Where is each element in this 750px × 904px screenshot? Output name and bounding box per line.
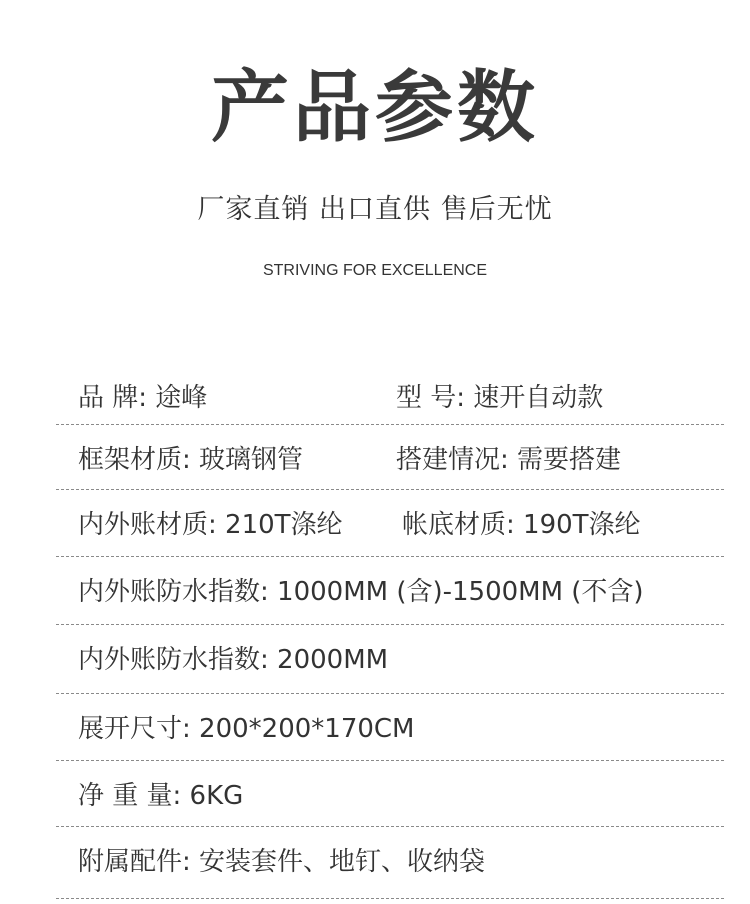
param-row-weight [56, 761, 724, 827]
param-frame-material: 框架材质: 玻璃钢管 [78, 445, 304, 475]
param-unfolded-size: 展开尺寸: 200*200*170CM [78, 714, 415, 744]
product-params-table [56, 360, 724, 899]
param-waterproof-index-1: 内外账防水指数: 1000MM (含)-1500MM (不含) [78, 577, 644, 607]
page-subtitle: 厂家直销 出口直供 售后无忧 [197, 194, 553, 225]
param-setup: 搭建情况: 需要搭建 [396, 445, 622, 475]
param-row-fabric [56, 490, 724, 557]
param-tent-fabric: 内外账材质: 210T涤纶 [78, 510, 343, 540]
param-row-waterproof-2 [56, 625, 724, 694]
param-model: 型 号: 速开自动款 [396, 383, 604, 413]
param-row-frame-setup [56, 425, 724, 490]
english-tagline: STRIVING FOR EXCELLENCE [262, 262, 488, 279]
param-floor-fabric: 帐底材质: 190T涤纶 [402, 510, 641, 540]
param-row-waterproof-1 [56, 557, 724, 625]
param-brand: 品 牌: 途峰 [78, 383, 208, 413]
param-waterproof-index-2: 内外账防水指数: 2000MM [78, 645, 389, 675]
param-accessories: 附属配件: 安装套件、地钉、收纳袋 [78, 847, 486, 877]
param-net-weight: 净 重 量: 6KG [78, 781, 244, 811]
page-title: 产品参数 [210, 63, 539, 153]
param-row-brand-model [56, 360, 724, 425]
param-row-size [56, 694, 724, 761]
param-row-accessories [56, 827, 724, 899]
